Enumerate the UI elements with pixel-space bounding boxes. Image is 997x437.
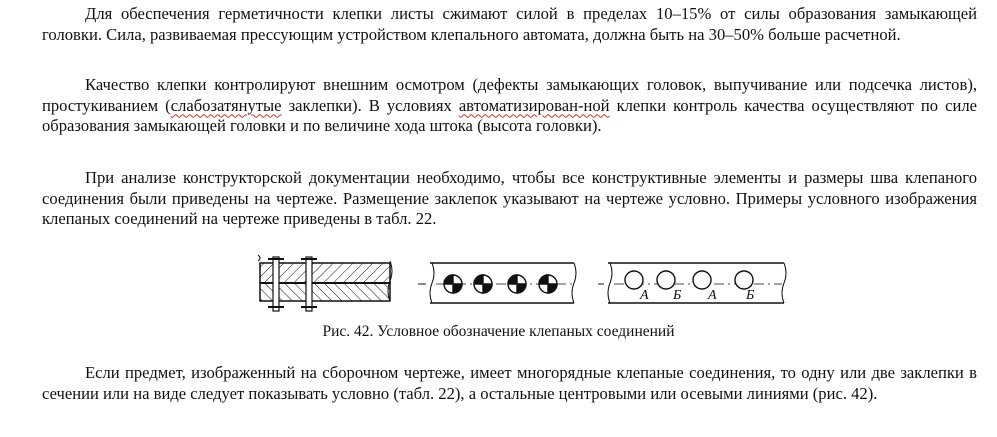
paragraph-4: Если предмет, изображенный на сборочном чертеже, имеет многорядные клепаные соединения, то одну или две заклепки в сечении или на виде следует показывать условно (табл. 22), а остальные центровыми или осевыми линиями (рис. 42). (42, 363, 977, 403)
label-a-2: А (708, 288, 717, 303)
label-a-1: А (640, 288, 649, 303)
rivet-figure (254, 253, 794, 315)
spellcheck-word-2: автоматизирован-ной (458, 95, 610, 115)
label-b-1: Б (673, 288, 682, 303)
paragraph-3: При анализе конструкторской документации необходимо, чтобы все конструктивные элементы и размеры шва клепаного соединения были приведены на чертеже. Размещение заклепок указывают на чертеже условно. Примеры условного изображения клепаных соединений на чертеже приведены в табл. 22. (42, 168, 977, 228)
figure-caption: Рис. 42. Условное обозначение клепаных соединений (322, 323, 675, 340)
rivet-section-view (258, 255, 392, 311)
paragraph-2: Качество клепки контролируют внешним осмотром (дефекты замыкающих головок, выпучивание или подсечка листов), простукиванием (слабозатянутые заклепки). В условиях автоматизирован-ной клепки контроль качества осуществляют по силе образования замыкающей головки и по величине хода штока (высота головки). (42, 75, 977, 135)
spellcheck-word-1: слабозатянутые (170, 95, 282, 115)
paragraph-1: Для обеспечения герметичности клепки листы сжимают силой в пределах 10–15% от силы образования замыкающей головки. Сила, развиваемая прессующим устройством клепального автомата, должна быть на 30–50% больше расчетной. (42, 4, 977, 44)
label-b-2: Б (746, 288, 755, 303)
rivet-plan-view-filled (418, 263, 576, 303)
rivet-plan-view-labelled (598, 263, 786, 303)
